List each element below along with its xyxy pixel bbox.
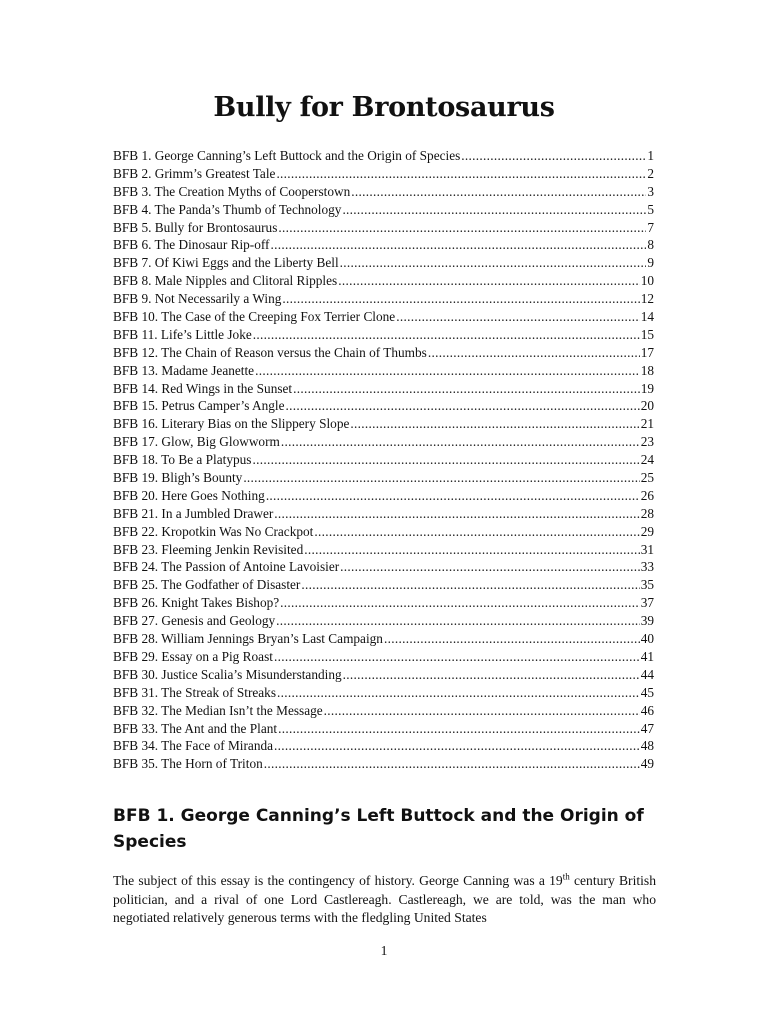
toc-entry-page: 25 [640,470,654,486]
toc-entry[interactable] [113,594,654,612]
toc-dot-leader [428,344,640,362]
toc-dot-leader [396,308,640,326]
toc-dot-leader [351,183,646,201]
toc-dot-leader [338,272,640,290]
toc-entry[interactable] [113,576,654,594]
toc-entry-title: BFB 31. The Streak of Streaks [113,684,276,700]
toc-entry[interactable] [113,755,654,773]
toc-dot-leader [274,737,640,755]
toc-entry[interactable] [113,684,654,702]
toc-entry-page: 10 [640,273,654,289]
toc-entry-title: BFB 12. The Chain of Reason versus the Chain of Thumbs [113,344,427,360]
toc-dot-leader [277,684,640,702]
toc-entry-title: BFB 7. Of Kiwi Eggs and the Liberty Bell [113,255,339,271]
toc-entry[interactable] [113,415,654,433]
toc-entry-page: 48 [640,738,654,754]
body-text-start: The subject of this essay is the contingency of history. George Canning was a 19 [113,873,563,888]
toc-dot-leader [276,612,640,630]
toc-entry-page: 33 [640,559,654,575]
toc-entry-page: 21 [640,416,654,432]
page-number: 1 [380,943,388,958]
toc-entry[interactable] [113,666,654,684]
toc-entry-title: BFB 33. The Ant and the Plant [113,720,278,736]
toc-entry-page: 20 [640,398,654,414]
toc-entry[interactable] [113,254,654,272]
toc-entry-page: 24 [640,452,654,468]
toc-entry-title: BFB 17. Glow, Big Glowworm [113,434,280,450]
toc-dot-leader [264,755,640,773]
toc-entry-title: BFB 2. Grimm’s Greatest Tale [113,165,276,181]
section-heading: BFB 1. George Canning’s Left Buttock and the Origin of Species [113,806,644,852]
toc-entry[interactable] [113,219,654,237]
body-text-rest: century British politician, and a rival of one Lord Castlereagh. Castlereagh, we are told, was the man who negotiated relatively generous terms with the fledgling United States [113,873,656,926]
toc-dot-leader [282,290,639,308]
toc-dot-leader [271,236,647,254]
toc-entry[interactable] [113,487,654,505]
toc-entry[interactable] [113,290,654,308]
toc-entry-page: 3 [647,183,654,199]
toc-entry[interactable] [113,505,654,523]
toc-entry-title: BFB 28. William Jennings Bryan’s Last Campaign [113,631,383,647]
toc-entry[interactable] [113,362,654,380]
toc-entry-title: BFB 20. Here Goes Nothing [113,487,265,503]
toc-entry-title: BFB 27. Genesis and Geology [113,613,276,629]
toc-entry-page: 46 [640,702,654,718]
toc-entry-title: BFB 6. The Dinosaur Rip-off [113,237,270,253]
toc-dot-leader [243,469,639,487]
toc-entry-title: BFB 14. Red Wings in the Sunset [113,380,293,396]
toc-dot-leader [340,558,640,576]
toc-dot-leader [340,254,647,272]
ordinal-superscript: th [562,871,570,882]
toc-entry-page: 47 [640,720,654,736]
toc-entry[interactable] [113,397,654,415]
toc-dot-leader [276,165,646,183]
toc-entry-title: BFB 16. Literary Bias on the Slippery Slope [113,416,350,432]
toc-entry-title: BFB 9. Not Necessarily a Wing [113,291,282,307]
toc-dot-leader [324,702,640,720]
toc-entry-page: 26 [640,487,654,503]
toc-entry-page: 31 [640,541,654,557]
toc-entry-page: 23 [640,434,654,450]
toc-entry[interactable] [113,469,654,487]
toc-entry-page: 40 [640,631,654,647]
toc-entry-title: BFB 26. Knight Takes Bishop? [113,595,280,611]
toc-entry-page: 41 [640,648,654,664]
toc-dot-leader [274,648,640,666]
toc-dot-leader [281,433,640,451]
toc-entry-title: BFB 19. Bligh’s Bounty [113,470,243,486]
toc-entry[interactable] [113,612,654,630]
toc-entry-page: 18 [640,362,654,378]
toc-dot-leader [286,397,640,415]
toc-entry-page: 2 [647,165,654,181]
toc-entry-title: BFB 4. The Panda’s Thumb of Technology [113,201,342,217]
toc-dot-leader [350,415,639,433]
toc-entry-title: BFB 24. The Passion of Antoine Lavoisier [113,559,340,575]
toc-dot-leader [278,219,646,237]
toc-dot-leader [301,576,639,594]
table-of-contents [113,147,654,773]
document-title: Bully for Brontosaurus [213,92,555,123]
toc-dot-leader [461,147,646,165]
toc-dot-leader [343,666,640,684]
toc-dot-leader [314,523,639,541]
toc-entry-page: 17 [640,344,654,360]
toc-entry[interactable] [113,737,654,755]
toc-entry[interactable] [113,344,654,362]
toc-dot-leader [253,326,640,344]
toc-entry[interactable] [113,541,654,559]
toc-entry-page: 29 [640,523,654,539]
toc-entry[interactable] [113,183,654,201]
toc-entry[interactable] [113,147,654,165]
toc-dot-leader [280,594,640,612]
toc-dot-leader [252,451,639,469]
toc-entry-title: BFB 5. Bully for Brontosaurus [113,219,278,235]
toc-dot-leader [255,362,640,380]
toc-entry[interactable] [113,308,654,326]
toc-entry[interactable] [113,165,654,183]
toc-dot-leader [278,720,640,738]
toc-entry-title: BFB 18. To Be a Platypus [113,452,252,468]
toc-dot-leader [266,487,640,505]
toc-entry-page: 7 [647,219,654,235]
toc-entry-title: BFB 11. Life’s Little Joke [113,326,252,342]
toc-dot-leader [274,505,639,523]
toc-entry-page: 28 [640,505,654,521]
toc-entry-page: 19 [640,380,654,396]
toc-entry-page: 14 [640,309,654,325]
toc-entry[interactable] [113,236,654,254]
toc-entry-title: BFB 30. Justice Scalia’s Misunderstanding [113,666,342,682]
toc-entry[interactable] [113,451,654,469]
toc-dot-leader [342,201,646,219]
toc-entry[interactable] [113,630,654,648]
toc-entry-page: 39 [640,613,654,629]
toc-entry-page: 12 [640,291,654,307]
toc-entry-title: BFB 8. Male Nipples and Clitoral Ripples [113,273,338,289]
toc-entry[interactable] [113,558,654,576]
toc-entry-page: 1 [647,148,654,163]
toc-entry-title: BFB 32. The Median Isn’t the Message [113,702,323,718]
toc-entry-page: 44 [640,666,654,682]
toc-entry-title: BFB 35. The Horn of Triton [113,756,263,772]
toc-entry[interactable] [113,380,654,398]
toc-entry-title: BFB 21. In a Jumbled Drawer [113,505,274,521]
toc-entry-page: 35 [640,577,654,593]
toc-entry[interactable] [113,201,654,219]
toc-entry-title: BFB 3. The Creation Myths of Cooperstown [113,183,351,199]
toc-entry-title: BFB 22. Kropotkin Was No Crackpot [113,523,314,539]
toc-entry[interactable] [113,523,654,541]
toc-entry[interactable] [113,702,654,720]
toc-entry-title: BFB 29. Essay on a Pig Roast [113,648,273,664]
toc-dot-leader [384,630,640,648]
toc-entry-title: BFB 15. Petrus Camper’s Angle [113,398,285,414]
toc-entry-title: BFB 23. Fleeming Jenkin Revisited [113,541,304,557]
body-paragraph [113,872,656,928]
toc-entry-page: 15 [640,326,654,342]
toc-entry[interactable] [113,648,654,666]
toc-entry-page: 45 [640,684,654,700]
toc-entry-page: 37 [640,595,654,611]
toc-entry-title: BFB 13. Madame Jeanette [113,362,255,378]
toc-entry[interactable] [113,326,654,344]
toc-entry[interactable] [113,272,654,290]
toc-entry-page: 8 [647,237,654,253]
toc-entry-page: 9 [647,255,654,271]
toc-dot-leader [304,541,639,559]
toc-entry-title: BFB 1. George Canning’s Left Buttock and the Origin of Species [113,148,461,163]
toc-entry-title: BFB 25. The Godfather of Disaster [113,577,301,593]
toc-entry[interactable] [113,720,654,738]
toc-entry-page: 49 [640,756,654,772]
toc-entry[interactable] [113,433,654,451]
toc-entry-title: BFB 10. The Case of the Creeping Fox Terrier Clone [113,309,396,325]
toc-dot-leader [293,380,640,398]
toc-entry-title: BFB 34. The Face of Miranda [113,738,274,754]
toc-entry-page: 5 [647,201,654,217]
